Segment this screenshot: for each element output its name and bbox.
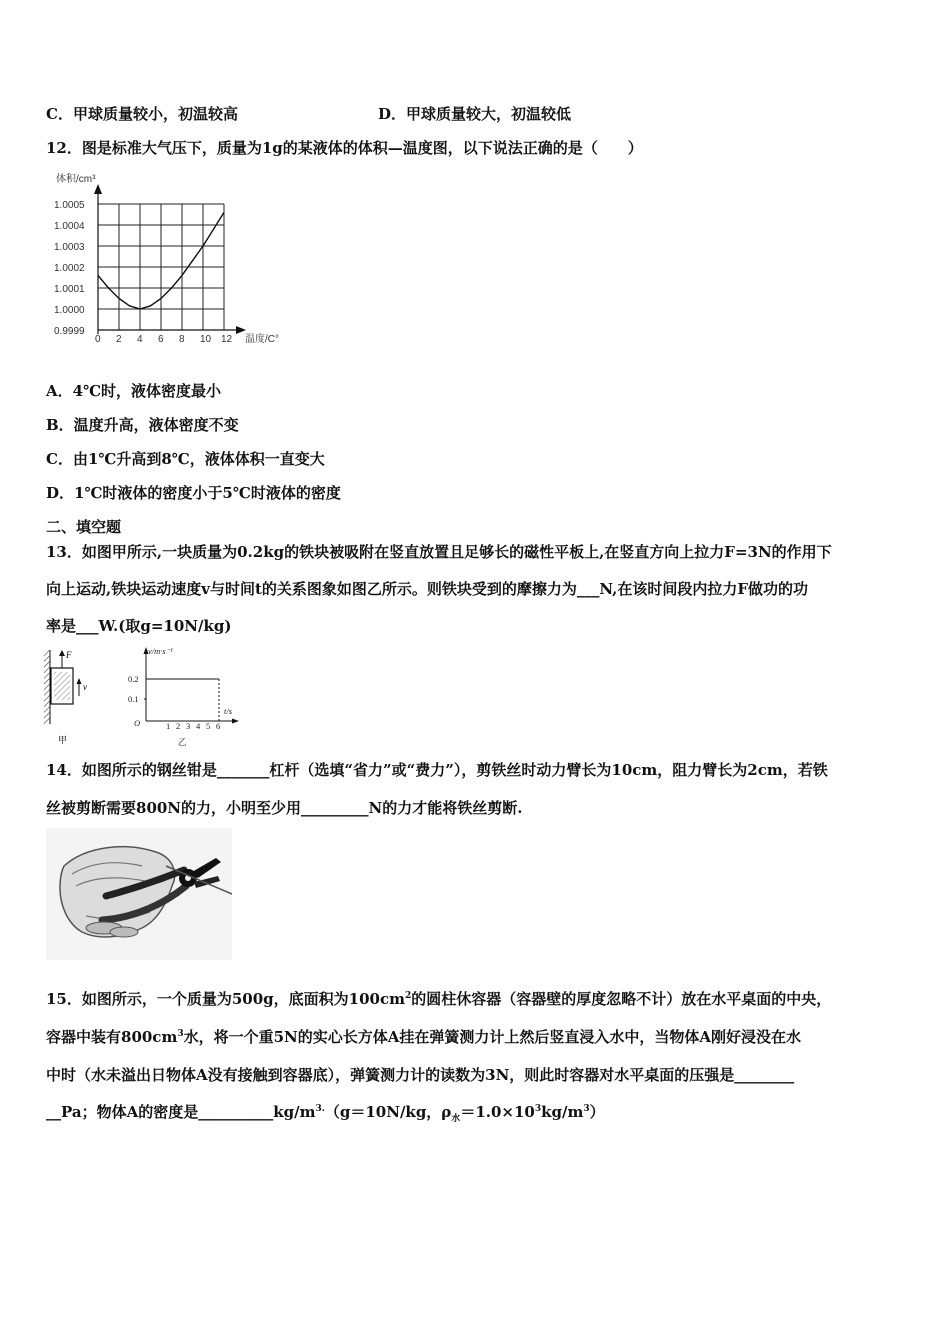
q12-option-a: A．4℃时，液体密度最小 — [46, 382, 222, 400]
q15-line-4: __Pa；物体A的密度是$\_\_\_\_\_\_\_\_\_\_kg/m^{3.}(g=10N/kg$，$\rho_水=1.0\times 10^3kg/m^3$） — [46, 1103, 605, 1124]
chart-xlabel: 温度/C° — [245, 334, 279, 345]
x-tick-label-0: 0 — [95, 334, 101, 345]
pliers-hand-image — [46, 828, 232, 960]
y-tick-label-1.0002: 1.0002 — [54, 263, 85, 274]
y-tick-label-1.0004: 1.0004 — [54, 221, 85, 232]
x-axis-arrow — [236, 326, 246, 334]
force-label: F — [66, 650, 72, 660]
vt-xtick-5: 5 — [206, 721, 211, 731]
velocity-label: v — [83, 682, 87, 692]
q14-line-2: 丝被剪断需要800N的力，小明至少用_________N的力才能将铁丝剪断. — [46, 799, 523, 817]
magnetic-plate — [44, 650, 50, 724]
x-tick-label-4: 4 — [137, 334, 143, 345]
vt-ylabel: v/m·s⁻¹ — [148, 646, 173, 656]
q15-line-1: 15．如图所示，一个质量为500g，底面积为$100cm^2$的圆柱休容器（容器壁的厚度忽略不计）放在水平桌面的中央， — [46, 990, 832, 1008]
x-tick-label-8: 8 — [179, 334, 185, 345]
q12-option-d: D．1℃时液体的密度小于5℃时液体的密度 — [46, 484, 341, 502]
y-tick-label-1.0003: 1.0003 — [54, 242, 85, 253]
y-axis-arrow — [94, 184, 102, 194]
q15-line-3: 中时（水未溢出日物体A没有接触到容器底），弹簧测力计的读数为3N，则此时容器对水平桌面的压强是________ — [46, 1066, 795, 1084]
x-tick-label-6: 6 — [158, 334, 164, 345]
q13-line-3: 率是___W.(取g=10N/kg) — [46, 617, 232, 635]
vt-ytick-0.1: 0.1 — [128, 694, 139, 704]
section-title: 二、填空题 — [46, 518, 122, 536]
vt-xtick-2: 2 — [176, 721, 181, 731]
vt-xtick-4: 4 — [196, 721, 201, 731]
vt-xtick-1: 1 — [166, 721, 171, 731]
q11-option-d: D．甲球质量较大，初温较低 — [378, 105, 572, 123]
figure-jia — [42, 646, 102, 746]
caption-yi: 乙 — [178, 737, 187, 747]
q13-line-2: 向上运动,铁块运动速度v与时间t的关系图象如图乙所示。则铁块受到的摩擦力为___N,在该时间段内拉力F做功的功 — [46, 580, 808, 598]
vt-ytick-0.2: 0.2 — [128, 674, 139, 684]
q11-option-c: C．甲球质量较小，初温较高 — [46, 105, 238, 123]
vt-xtick-3: 3 — [186, 721, 191, 731]
y-tick-label-0.9999: 0.9999 — [54, 326, 85, 337]
vt-xlabel: t/s — [224, 706, 233, 716]
y-tick-label-1.0001: 1.0001 — [54, 284, 85, 295]
q12-option-b: B．温度升高，液体密度不变 — [46, 416, 239, 434]
q12-stem: 12．图是标准大气压下，质量为1g的某液体的体积—温度图，以下说法正确的是（ ） — [46, 139, 643, 157]
q12-option-c: C．由1℃升高到8℃，液体体积一直变大 — [46, 450, 325, 468]
q14-line-1: 14．如图所示的钢丝钳是_______杠杆（选填“省力”或“费力”），剪铁丝时动力臂长为10cm，阻力臂长为2cm，若铁 — [46, 761, 828, 779]
caption-jia: 甲 — [58, 736, 68, 746]
q13-line-1: 13．如图甲所示,一块质量为0.2kg的铁块被吸附在竖直放置且足够长的磁性平板上,在竖直方向上拉力F=3N的作用下 — [46, 543, 832, 561]
x-tick-label-12: 12 — [221, 334, 233, 345]
vt-xtick-6: 6 — [216, 721, 221, 731]
x-tick-label-10: 10 — [200, 334, 212, 345]
volume-temperature-chart — [46, 168, 296, 350]
q15-line-2: 容器中装有$800cm^3$水，将一个重5N的实心长方体A挂在弹簧测力计上然后竖直浸入水中，当物体A刚好浸没在水 — [46, 1028, 802, 1046]
y-tick-label-1.0005: 1.0005 — [54, 200, 85, 211]
vt-origin: O — [134, 718, 141, 728]
x-tick-label-2: 2 — [116, 334, 122, 345]
figure-yi — [122, 644, 252, 748]
y-tick-label-1.0000: 1.0000 — [54, 305, 85, 316]
chart-ylabel: 体积/cm³ — [56, 174, 96, 185]
